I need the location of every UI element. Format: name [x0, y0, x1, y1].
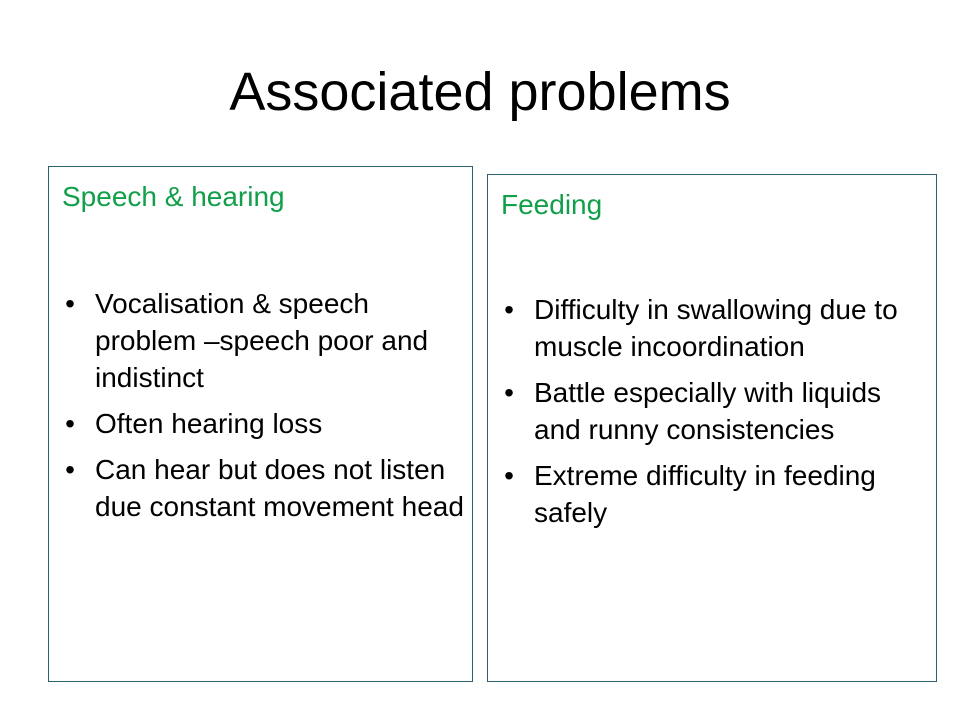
speech-hearing-panel — [48, 166, 473, 682]
bullet-icon: • — [65, 454, 75, 485]
list-item — [49, 451, 472, 525]
list-item — [49, 405, 472, 442]
bullet-icon: • — [65, 408, 75, 439]
bullet-icon: • — [504, 460, 514, 491]
speech-hearing-list — [49, 285, 472, 534]
bullet-icon: • — [65, 288, 75, 319]
feeding-panel — [487, 174, 937, 682]
slide-title: Associated problems — [229, 62, 731, 122]
list-item-text: Vocalisation & speech problem –speech poor and indistinct — [95, 288, 429, 393]
bullet-icon: • — [504, 377, 514, 408]
feeding-list — [488, 291, 936, 540]
list-item — [488, 291, 936, 365]
list-item-text: Can hear but does not listen due constant movement head — [95, 454, 464, 522]
speech-hearing-heading: Speech & hearing — [62, 181, 285, 212]
list-item — [488, 374, 936, 448]
list-item-text: Often hearing loss — [95, 408, 323, 439]
list-item-text: Extreme difficulty in feeding safely — [534, 460, 876, 528]
feeding-heading: Feeding — [501, 189, 603, 220]
bullet-icon: • — [504, 294, 514, 325]
list-item-text: Battle especially with liquids and runny consistencies — [534, 377, 882, 445]
list-item — [49, 285, 472, 396]
list-item-text: Difficulty in swallowing due to muscle incoordination — [534, 294, 898, 362]
list-item — [488, 457, 936, 531]
